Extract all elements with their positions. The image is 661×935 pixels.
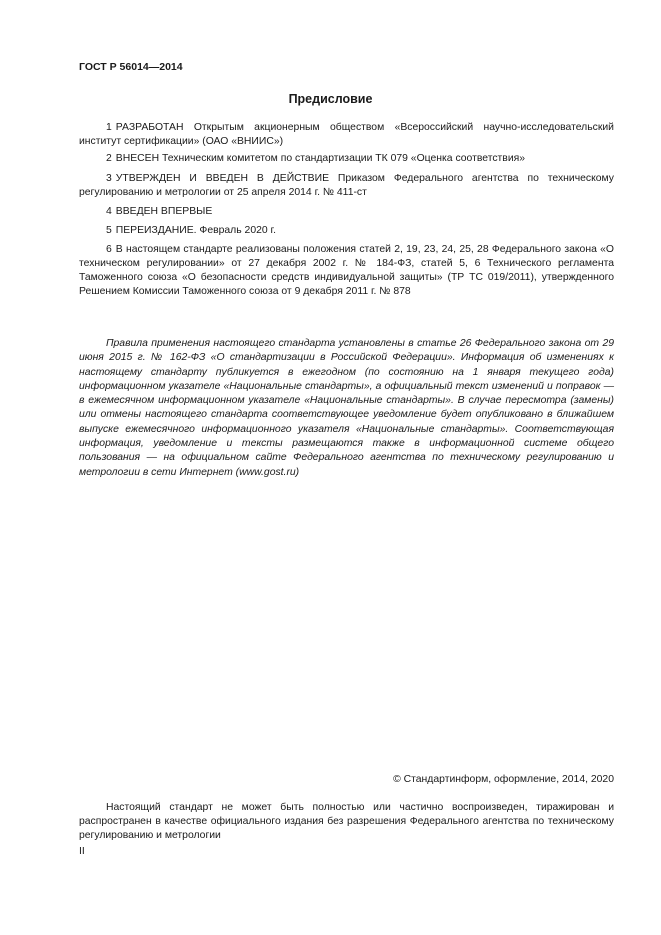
foreword-item-3 bbox=[79, 172, 614, 200]
foreword-item-1 bbox=[79, 121, 614, 149]
item-text: УТВЕРЖДЕН И ВВЕДЕН В ДЕЙСТВИЕ Приказом Федерального агентства по техническому регулированию и метрологии от 25 апреля 2014 г. № 411-ст bbox=[79, 173, 614, 198]
item-number: 4 bbox=[106, 206, 112, 217]
foreword-item-5 bbox=[79, 224, 614, 238]
foreword-item-4 bbox=[79, 205, 614, 219]
item-number: 5 bbox=[106, 225, 112, 236]
item-text: РАЗРАБОТАН Открытым акционерным обществом «Всероссийский научно-исследовательский институт сертификации» (ОАО «ВНИИС») bbox=[79, 122, 614, 147]
item-text: ПЕРЕИЗДАНИЕ. Февраль 2020 г. bbox=[115, 225, 276, 236]
item-text: ВВЕДЕН ВПЕРВЫЕ bbox=[115, 206, 213, 217]
item-number: 1 bbox=[106, 122, 112, 133]
item-text: В настоящем стандарте реализованы положения статей 2, 19, 23, 24, 25, 28 Федерального закона «О техническом регулировании» от 27 декабря 2002 г. № 184-ФЗ, статей 5, 6 Технического регламента Таможенного союза «О безопасности средств индивидуальной защиты» (ТР ТС 019/2011), утвержденного Решением Комиссии Таможенного союза от 9 декабря 2011 г. № 878 bbox=[79, 244, 614, 297]
application-rules-note: Правила применения настоящего стандарта установлены в статье 26 Федерального закона от 29 июня 2015 г. № 162-ФЗ «О стандартизации в Российской Федерации». Информация об изменениях к настоящему стандарту публикуется в ежегодном (по состоянию на 1 января текущего года) информационном указателе «Национальные стандарты», а официальный текст изменений и поправок — в ежемесячном информационном указателе «Национальные стандарты». В случае пересмотра (замены) или отмены настоящего стандарта соответствующее уведомление будет опубликовано в ближайшем выпуске ежемесячного информационного указателя «Национальные стандарты». Соответствующая информация, уведомление и тексты размещаются также в информационной системе общего пользования — на официальном сайте Федерального агентства по техническому регулированию и метрологии в сети Интернет (www.gost.ru) bbox=[79, 338, 614, 478]
item-number: 2 bbox=[106, 153, 112, 164]
copyright-line: © Стандартинформ, оформление, 2014, 2020 bbox=[393, 774, 614, 785]
reproduction-notice: Настоящий стандарт не может быть полностью или частично воспроизведен, тиражирован и распространен в качестве официального издания без разрешения Федерального агентства по техническому регулированию и метрологии bbox=[79, 802, 614, 841]
item-number: 6 bbox=[106, 244, 112, 255]
foreword-item-6 bbox=[79, 243, 614, 299]
page-title: Предисловие bbox=[288, 92, 373, 106]
page-number: II bbox=[79, 846, 85, 857]
document-code: ГОСТ Р 56014—2014 bbox=[79, 61, 183, 73]
foreword-item-2 bbox=[79, 152, 614, 166]
item-number: 3 bbox=[106, 173, 112, 184]
item-text: ВНЕСЕН Техническим комитетом по стандартизации ТК 079 «Оценка соответствия» bbox=[115, 153, 526, 164]
